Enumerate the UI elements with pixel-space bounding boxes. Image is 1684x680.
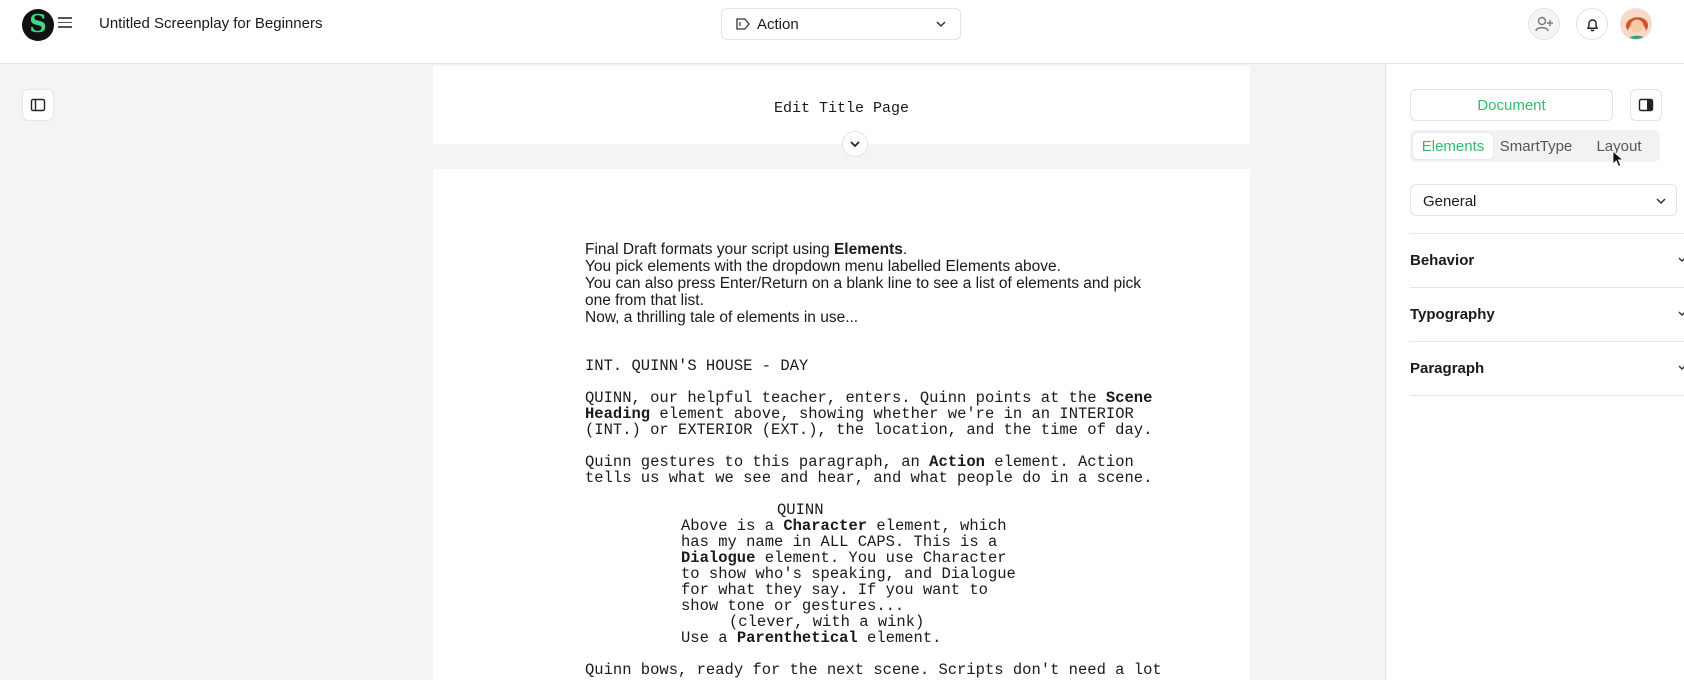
intro-line-1: Final Draft formats your script using (585, 241, 834, 258)
avatar-image (1621, 9, 1652, 40)
chevron-down-icon (1677, 363, 1684, 373)
action-1-bold-scene: Scene (1105, 389, 1153, 407)
action-2-line-1: Quinn gestures to this paragraph, an (585, 453, 930, 471)
notifications-button[interactable] (1576, 8, 1608, 40)
dialogue-1-line-1: Above is a (681, 517, 784, 535)
dialogue-1-line-2: has my name in ALL CAPS. This is a (681, 533, 998, 551)
intro-line-3: You can also press Enter/Return on a blank line to see a list of elements and pick (585, 275, 1142, 292)
typography-section[interactable] (1410, 287, 1684, 341)
chevron-down-icon (848, 137, 862, 151)
paragraph-section-title: Paragraph (1410, 360, 1485, 377)
dialogue-1-line-5: for what they say. If you want to (681, 581, 988, 599)
action-1-line-3: (INT.) or EXTERIOR (EXT.), the location, and the time of day. (585, 421, 1153, 439)
behavior-section-title: Behavior (1410, 252, 1475, 269)
element-style-dropdown[interactable] (1410, 184, 1677, 216)
chevron-down-icon (934, 17, 948, 31)
right-sidebar-toggle-button[interactable] (1630, 89, 1662, 121)
dialogue-1-bold-character: Character (783, 517, 868, 535)
sidebar-right-icon (1638, 97, 1654, 113)
action-1-line-2: element above, showing whether we're in an INTERIOR (650, 405, 1134, 423)
action-1-bold-heading: Heading (585, 405, 651, 423)
scene-heading[interactable]: INT. QUINN'S HOUSE - DAY (585, 357, 809, 375)
dialogue-2-line-1-end: element. (857, 629, 942, 647)
intro-line-1-suffix: . (902, 241, 908, 258)
app-logo[interactable] (22, 9, 54, 41)
chevron-down-icon (1677, 309, 1684, 319)
action-paragraph-2[interactable] (585, 454, 1152, 486)
parenthetical[interactable]: (clever, with a wink) (729, 613, 925, 631)
dialogue-1-line-1-end: element, which (867, 517, 1007, 535)
intro-line-2: You pick elements with the dropdown menu labelled Elements above. (585, 258, 1061, 275)
action-2-line-1-end: element. Action (984, 453, 1134, 471)
dialogue-1-line-6: show tone or gestures... (681, 597, 905, 615)
dialogue-2-line-1: Use a (681, 629, 737, 647)
expand-title-page-button[interactable] (842, 131, 868, 157)
typography-section-title: Typography (1410, 306, 1495, 323)
dialogue-2[interactable] (681, 630, 941, 646)
element-style-label: General (1423, 193, 1477, 210)
add-user-icon (1534, 14, 1554, 34)
action-1-line-1: QUINN, our helpful teacher, enters. Quinn points at the (585, 389, 1106, 407)
mouse-cursor-icon (1612, 150, 1625, 169)
document-button[interactable]: Document (1410, 89, 1613, 121)
left-sidebar-toggle-button[interactable] (22, 89, 54, 121)
character-name[interactable]: QUINN (777, 501, 824, 519)
tab-layout[interactable]: Layout (1596, 137, 1642, 155)
dialogue-1-line-3: element. You use Character (755, 549, 1007, 567)
action-paragraph-3[interactable]: Quinn bows, ready for the next scene. Scripts don't need a lot (585, 661, 1162, 679)
general-text-block[interactable] (585, 241, 1185, 326)
tab-smarttype[interactable]: SmartType (1499, 137, 1573, 155)
section-divider (1410, 395, 1684, 396)
intro-line-4: one from that list. (585, 292, 704, 309)
edit-title-page-label[interactable]: Edit Title Page (773, 100, 910, 117)
action-paragraph-1[interactable] (585, 390, 1152, 438)
intro-line-5: Now, a thrilling tale of elements in use... (585, 309, 859, 326)
dialogue-1-bold-dialogue: Dialogue (681, 549, 756, 567)
chevron-down-icon (1677, 255, 1684, 265)
document-title[interactable]: Untitled Screenplay for Beginners (99, 15, 323, 32)
behavior-section[interactable] (1410, 233, 1684, 287)
tab-elements[interactable]: Elements (1413, 133, 1493, 159)
action-2-line-2: tells us what we see and hear, and what people do in a scene. (585, 469, 1153, 487)
logo-letter: S (29, 9, 47, 38)
paragraph-section[interactable] (1410, 341, 1684, 395)
dialogue-1-line-4: to show who's speaking, and Dialogue (681, 565, 1016, 583)
user-avatar[interactable] (1620, 8, 1652, 40)
dialogue-2-bold-parenthetical: Parenthetical (736, 629, 858, 647)
top-bar (0, 0, 1684, 64)
element-type-label: Action (757, 16, 799, 33)
chevron-down-icon (1654, 194, 1668, 208)
script-page[interactable] (433, 169, 1250, 680)
action-2-bold-action: Action (929, 453, 985, 471)
action-element-icon (736, 18, 750, 30)
title-page-card[interactable] (433, 66, 1250, 144)
menu-icon[interactable] (58, 17, 72, 29)
element-type-dropdown[interactable] (721, 8, 961, 40)
intro-bold-elements: Elements (833, 241, 903, 258)
dialogue-1[interactable] (681, 518, 1016, 614)
add-collaborator-button[interactable] (1528, 8, 1560, 40)
right-panel (1385, 64, 1684, 680)
bell-icon (1585, 17, 1600, 32)
sidebar-left-icon (30, 97, 46, 113)
